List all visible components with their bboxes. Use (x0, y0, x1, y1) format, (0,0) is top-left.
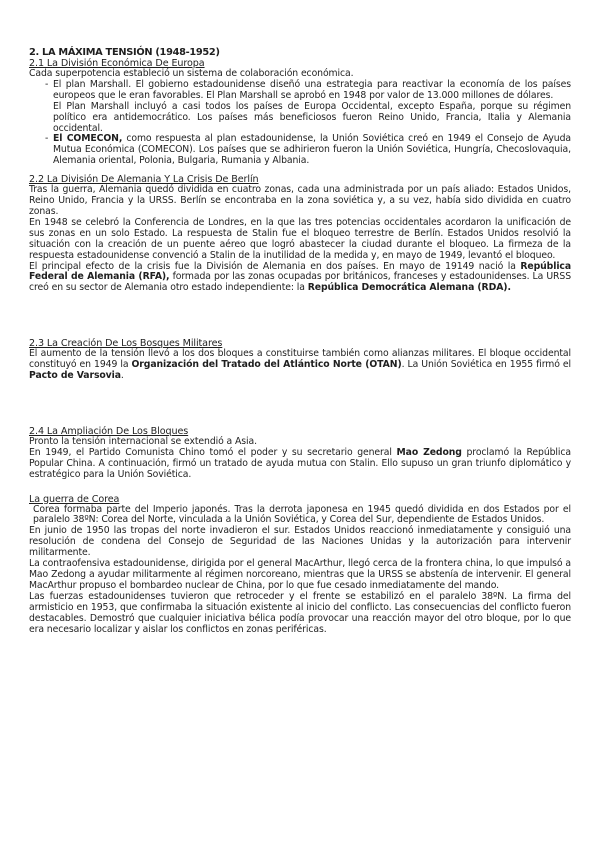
section-2-2-paragraph (29, 262, 571, 295)
section-military-blocs (29, 338, 571, 382)
section-economic-division (29, 58, 571, 167)
korea-paragraph: La contraofensiva estadounidense, dirigida por el general MacArthur, llegó cerca de la frontera china, lo que impulsó a Mao Zedong a ayudar militarmente al régimen norcoreano, mientras que la URSS se abstenía de intervenir. El general MacArthur propuso el bombardeo nuclear de China, por lo que fue cesado inmediatamente del mando. (29, 558, 571, 591)
text-run: El aumento de la tensión llevó a los dos bloques a constituirse también como alianzas militares. El bloque occidental constituyó en 1949 la (29, 348, 571, 371)
economic-systems-list (29, 80, 571, 167)
section-2-4-paragraph: Pronto la tensión internacional se extendió a Asia. (29, 435, 257, 447)
list-item-comecon (29, 134, 571, 167)
rfa-bold: República Federal de Alemania (RFA), (29, 260, 571, 283)
section-heading-2-4: 2.4 La Ampliación De Los Bloques (29, 425, 189, 437)
rda-bold: República Democrática Alemana (RDA). (307, 282, 511, 294)
section-germany-division (29, 174, 571, 294)
otan-bold: Organización del Tratado del Atlántico Norte (OTAN) (131, 359, 402, 371)
text-run: formada por las zonas ocupadas por británicos, franceses y estadounidenses. La URSS creó en su sector de Alemania otro estado independiente: la (29, 271, 572, 294)
comecon-bold: El COMECON, (53, 133, 123, 145)
section-2-3-paragraph (29, 349, 571, 382)
comecon-text: como respuesta al plan estadounidense, la Unión Soviética creó en 1949 el Consejo de Ayuda Mutua Económica (COMECON). Los países que se adhirieron fueron la Unión Soviética, Hungría, Checoslovaquia, Alemania oriental, Polonia, Bulgaria, Rumania y Albania. (53, 133, 571, 167)
text-run: . (120, 370, 124, 382)
section-2-2-paragraph: Tras la guerra, Alemania quedó dividida en cuatro zonas, cada una administrada por un país aliado: Estados Unidos, Reino Unido, Francia y la URSS. Berlín se encontraba en la zona soviética y, a su vez, había sido dividida en cuatro zonas. (29, 184, 571, 217)
section-bloc-expansion (29, 426, 571, 481)
section-heading-2-3: 2.3 La Creación De Los Bosques Militares (29, 338, 223, 350)
korea-paragraph: En junio de 1950 las tropas del norte invadieron el sur. Estados Unidos reaccionó inmediatamente y consiguió una resolución de condena del Consejo de Seguridad de las Naciones Unidas y la autorización para intervenir militarmente. (29, 525, 571, 559)
section-2-2-paragraph: En 1948 se celebró la Conferencia de Londres, en la que las tres potencias occidentales acordaron la unificación de sus zonas en un solo Estado. La respuesta de Stalin fue el bloqueo terrestre de Berlín. Estados Unidos resolvió la situación con la creación de un puente aéreo que logró abastecer la ciudad durante el bloqueo. La firmeza de la respuesta estadounidense convenció a Stalin de la inutilidad de la medida y, en mayo de 1949, levantó el bloqueo. (29, 216, 571, 261)
korea-paragraph: Corea formaba parte del Imperio japonés. Tras la derrota japonesa en 1945 quedó dividida en dos Estados por el paralelo 38ºN: Corea del Norte, vinculada a la Unión Soviética, y Corea del Sur, dependiente de Estados Unidos. (33, 503, 571, 526)
korea-paragraph: Las fuerzas estadounidenses tuvieron que retroceder y el frente se estabilizó en el paralelo 38ºN. La firma del armisticio en 1953, que confirmaba la situación existente al inicio del conflicto. Las consecuencias del conflicto fueron destacables. Demostró que cualquier iniciativa bélica podía provocar una reacción mayor del otro bloque, por lo que era necesario localizar y aislar los conflictos en zonas periféricas. (29, 590, 571, 635)
section-heading-2-1: 2.1 La División Económica De Europa (29, 58, 205, 69)
section-heading-2-2: 2.2 La División De Alemania Y La Crisis De Berlín (29, 174, 259, 186)
marshall-extra: El Plan Marshall incluyó a casi todos los países de Europa Occidental, excepto España, porque su régimen político era antidemocrático. Los países más beneficiosos fueron Reino Unido, Francia, Italia y Alemania occidental. (53, 100, 571, 134)
page-title: 2. LA MÁXIMA TENSIÓN (1948-1952) (29, 47, 220, 58)
text-run: El principal efecto de la crisis fue la División de Alemania en dos países. En mayo de 19149 nació la (29, 260, 521, 272)
document-content (29, 47, 571, 635)
text-run: . La Unión Soviética en 1955 firmó el (401, 359, 571, 371)
mao-bold: Mao Zedong (396, 446, 462, 458)
marshall-text: El plan Marshall. El gobierno estadounidense diseñó una estrategia para reactivar la economía de los países europeos que le eran favorables. El Plan Marshall se aprobó en 1948 por valor de 13.000 millones de dólares. (53, 78, 571, 101)
section-heading-korea: La guerra de Corea (29, 493, 120, 505)
section-korean-war (29, 494, 571, 636)
text-run: En 1949, el Partido Comunista Chino tomó el poder y su secretario general (29, 446, 397, 458)
section-2-1-intro: Cada superpotencia estableció un sistema de colaboración económica. (29, 68, 354, 79)
text-run: proclamó la República Popular China. A continuación, firmó un tratado de ayuda mutua con Stalin. Ello supuso un gran triunfo diplomático y estratégico para la Unión Soviética. (29, 446, 571, 480)
varsovia-bold: Pacto de Varsovia (29, 370, 121, 382)
list-item-marshall (29, 80, 571, 102)
section-2-4-paragraph (29, 448, 571, 481)
